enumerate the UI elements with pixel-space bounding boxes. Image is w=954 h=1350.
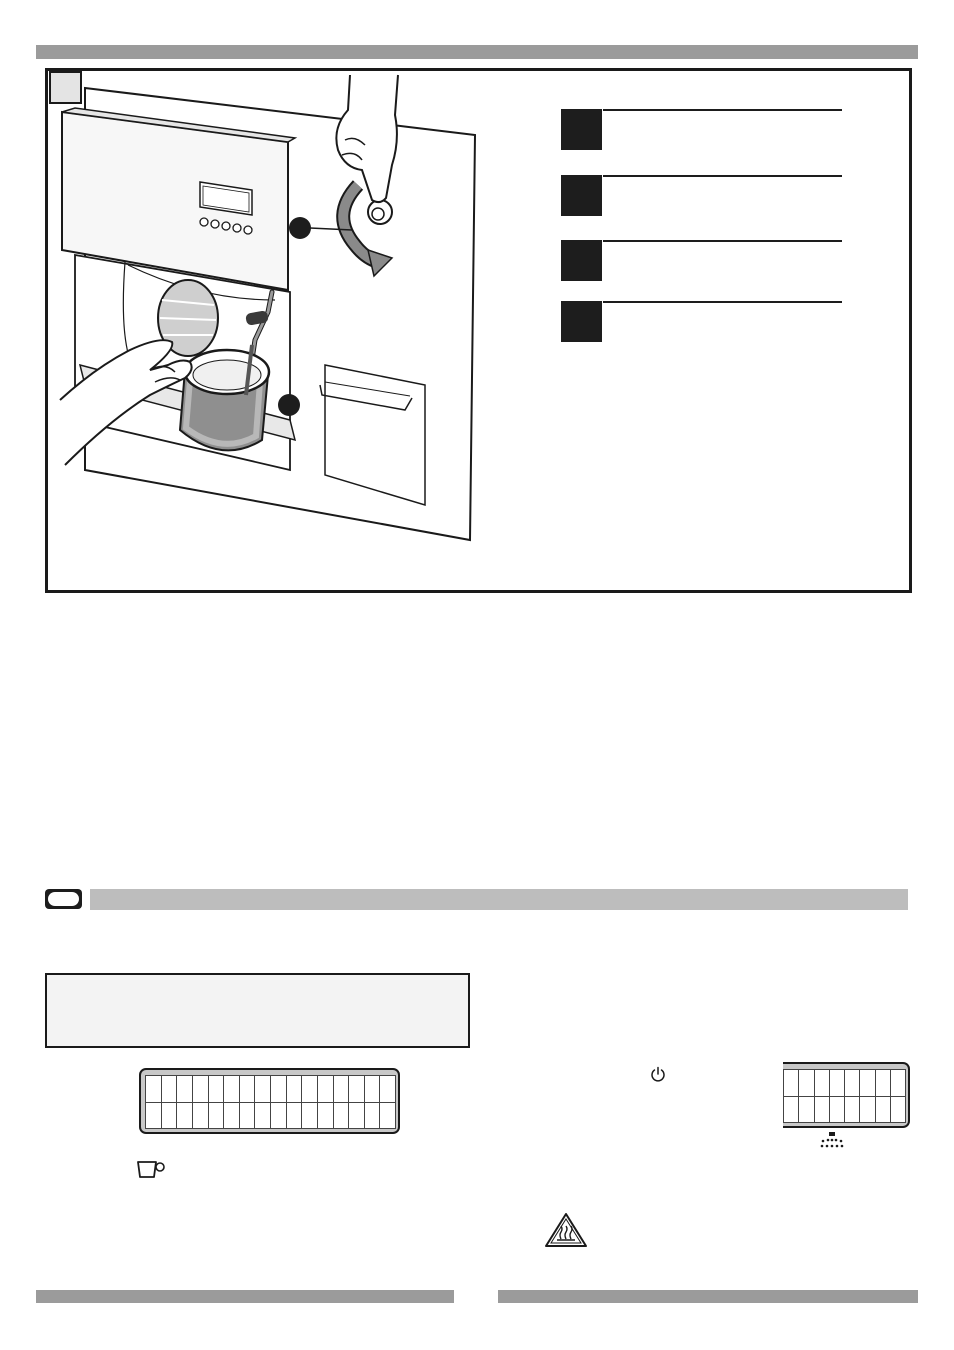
- display-character-cell: [162, 1076, 177, 1102]
- display-character-cell: [271, 1076, 286, 1102]
- display-character-cell: [162, 1103, 177, 1129]
- display-character-cell: [845, 1097, 859, 1123]
- display-character-cell: [255, 1103, 270, 1129]
- display-character-cell: [860, 1070, 874, 1096]
- display-character-cell: [799, 1097, 813, 1123]
- display-character-cell: [271, 1103, 286, 1129]
- display-character-cell: [255, 1076, 270, 1102]
- step-4-marker: [561, 301, 602, 342]
- display-character-cell: [349, 1076, 364, 1102]
- display-character-cell: [209, 1103, 224, 1129]
- step-3-marker: [561, 240, 602, 281]
- steam-icon: [818, 1131, 846, 1151]
- display-character-cell: [193, 1103, 208, 1129]
- display-character-cell: [287, 1103, 302, 1129]
- display-character-cell: [146, 1076, 161, 1102]
- step-3-rule: [603, 240, 842, 242]
- display-character-cell: [860, 1097, 874, 1123]
- display-character-cell: [365, 1103, 380, 1129]
- header-bar: [36, 45, 918, 59]
- display-character-grid: [783, 1069, 906, 1123]
- display-panel-left: [139, 1068, 400, 1134]
- step-1-rule: [603, 109, 842, 111]
- display-character-cell: [815, 1070, 829, 1096]
- display-character-cell: [784, 1070, 798, 1096]
- display-character-cell: [876, 1070, 890, 1096]
- section-header-bar: [90, 889, 908, 910]
- display-character-cell: [891, 1097, 905, 1123]
- display-character-cell: [891, 1070, 905, 1096]
- display-character-cell: [209, 1076, 224, 1102]
- footer-bar-left: [36, 1290, 454, 1303]
- display-character-cell: [784, 1097, 798, 1123]
- step-2-marker: [561, 175, 602, 216]
- display-character-cell: [334, 1076, 349, 1102]
- footer-bar-right: [498, 1290, 918, 1303]
- display-character-cell: [318, 1076, 333, 1102]
- display-character-cell: [193, 1076, 208, 1102]
- display-character-cell: [830, 1070, 844, 1096]
- display-character-cell: [334, 1103, 349, 1129]
- display-character-cell: [365, 1076, 380, 1102]
- note-box: [45, 973, 470, 1048]
- display-character-cell: [146, 1103, 161, 1129]
- step-4-rule: [603, 301, 842, 303]
- display-character-cell: [815, 1097, 829, 1123]
- display-character-cell: [799, 1070, 813, 1096]
- display-character-cell: [287, 1076, 302, 1102]
- display-character-cell: [177, 1103, 192, 1129]
- display-character-cell: [830, 1097, 844, 1123]
- callout-marker-a: [289, 217, 311, 239]
- display-character-grid: [145, 1075, 396, 1129]
- display-character-cell: [302, 1076, 317, 1102]
- display-character-cell: [224, 1076, 239, 1102]
- display-character-cell: [349, 1103, 364, 1129]
- display-character-cell: [845, 1070, 859, 1096]
- steam-wand-illustration: [48, 71, 528, 571]
- display-character-cell: [302, 1103, 317, 1129]
- step-2-rule: [603, 175, 842, 177]
- display-character-cell: [876, 1097, 890, 1123]
- display-character-cell: [177, 1076, 192, 1102]
- display-character-cell: [318, 1103, 333, 1129]
- display-character-cell: [380, 1076, 395, 1102]
- display-character-cell: [240, 1076, 255, 1102]
- display-panel-right: [783, 1062, 910, 1128]
- cup-icon: [136, 1159, 166, 1181]
- display-character-cell: [224, 1103, 239, 1129]
- callout-marker-b: [278, 394, 300, 416]
- language-tag-inner: [48, 892, 79, 906]
- step-1-marker: [561, 109, 602, 150]
- power-icon: [650, 1066, 666, 1082]
- hot-surface-warning-icon: [544, 1212, 588, 1248]
- display-character-cell: [240, 1103, 255, 1129]
- display-character-cell: [380, 1103, 395, 1129]
